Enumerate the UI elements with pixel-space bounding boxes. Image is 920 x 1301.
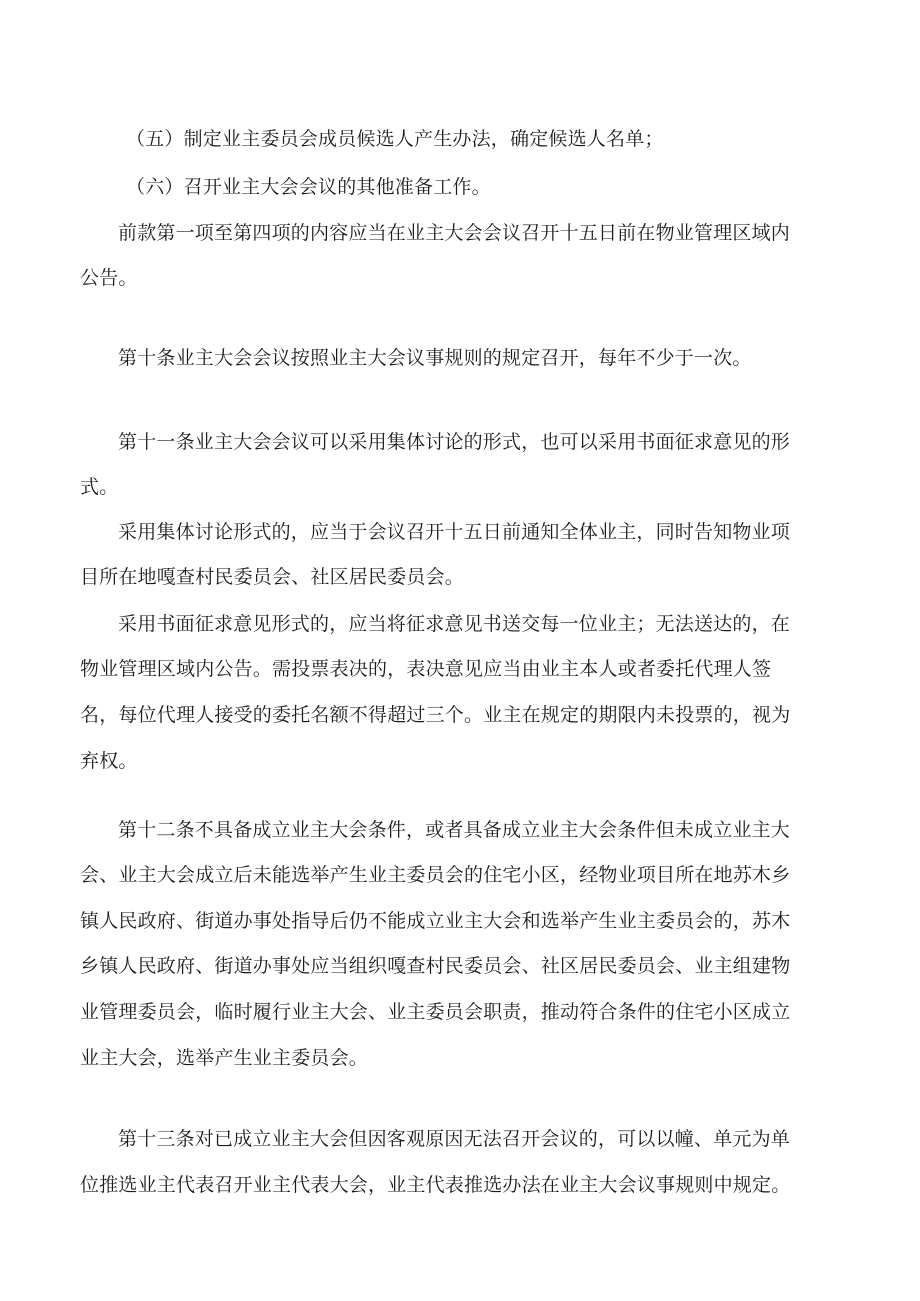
text-line: 第十二条不具备成立业主大会条件，或者具备成立业主大会条件但未成立业主大 <box>118 819 791 841</box>
text-line: 第十条业主大会会议按照业主大会议事规则的规定召开，每年不少于一次。 <box>118 347 752 369</box>
text-line: 第十一条业主大会会议可以采用集体讨论的形式，也可以采用书面征求意见的形 <box>118 431 791 453</box>
text-line: 业主大会，选举产生业主委员会。 <box>80 1047 369 1069</box>
text-line: （六）召开业主大会会议的其他准备工作。 <box>126 176 491 198</box>
text-line: 第十三条对已成立业主大会但因客观原因无法召开会议的，可以以幢、单元为单 <box>118 1128 791 1150</box>
text-line: 目所在地嘎查村民委员会、社区居民委员会。 <box>80 566 465 588</box>
text-line: 采用书面征求意见形式的，应当将征求意见书送交每一位业主；无法送达的，在 <box>118 613 791 635</box>
text-line: 公告。 <box>80 267 138 289</box>
text-line: 位推选业主代表召开业主代表大会，业主代表推选办法在业主大会议事规则中规定。 <box>80 1174 791 1196</box>
text-line: 业管理委员会，临时履行业主大会、业主委员会职责，推动符合条件的住宅小区成立 <box>80 1001 791 1023</box>
text-line: 镇人民政府、街道办事处指导后仍不能成立业主大会和选举产生业主委员会的，苏木 <box>80 910 791 932</box>
text-line: （五）制定业主委员会成员候选人产生办法，确定候选人名单； <box>126 128 664 150</box>
text-line: 会、业主大会成立后未能选举产生业主委员会的住宅小区，经物业项目所在地苏木乡 <box>80 864 791 886</box>
text-line: 前款第一项至第四项的内容应当在业主大会会议召开十五日前在物业管理区域内 <box>118 222 791 244</box>
text-line: 名，每位代理人接受的委托名额不得超过三个。业主在规定的期限内未投票的，视为 <box>80 704 791 726</box>
text-line: 式。 <box>80 476 119 498</box>
text-line: 采用集体讨论形式的，应当于会议召开十五日前通知全体业主，同时告知物业项 <box>118 521 791 543</box>
text-line: 乡镇人民政府、街道办事处应当组织嘎查村民委员会、社区居民委员会、业主组建物 <box>80 955 791 977</box>
text-line: 弃权。 <box>80 750 138 772</box>
text-line: 物业管理区域内公告。需投票表决的，表决意见应当由业主本人或者委托代理人签 <box>80 658 772 680</box>
